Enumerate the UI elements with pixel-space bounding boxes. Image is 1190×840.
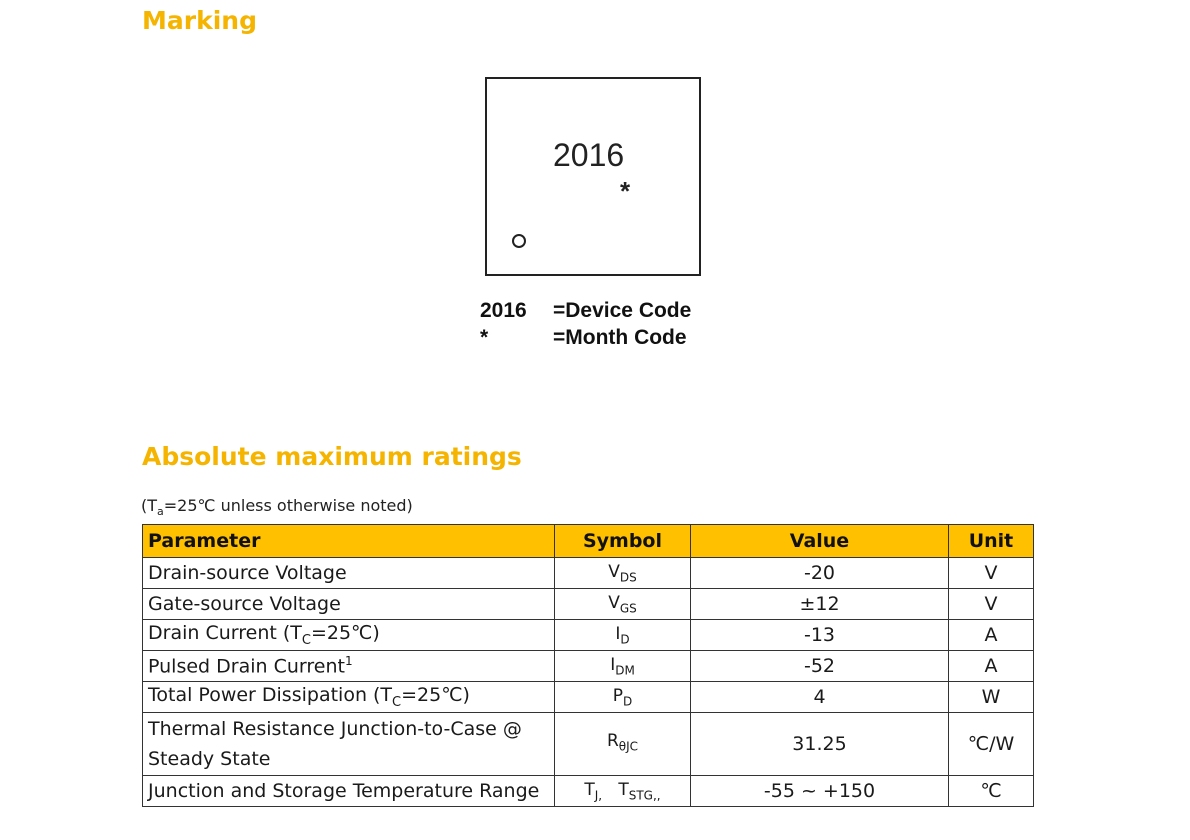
- cell-unit: A: [949, 620, 1034, 651]
- legend-row-device: [480, 297, 691, 324]
- table-row: [143, 620, 1034, 651]
- cell-symbol: $I_{DM}$: [555, 651, 691, 682]
- cell-value: 31.25: [691, 713, 949, 776]
- cell-unit: W: [949, 682, 1034, 713]
- cell-symbol: $T_{J,}$ $T_{STG,,}$: [555, 776, 691, 807]
- header-symbol: Symbol: [555, 525, 691, 558]
- legend-desc: =Device Code: [553, 299, 692, 322]
- table-header-row: [143, 525, 1034, 558]
- marking-heading: Marking: [142, 6, 257, 35]
- pin1-indicator-icon: [512, 234, 526, 248]
- package-marking-diagram: [485, 77, 701, 276]
- cell-unit: ℃/W: [949, 713, 1034, 776]
- cell-parameter: Drain-source Voltage: [143, 558, 555, 589]
- cell-value: -55 ~ +150: [691, 776, 949, 807]
- cell-value: -52: [691, 651, 949, 682]
- legend-key: *: [480, 326, 489, 349]
- header-parameter: Parameter: [143, 525, 555, 558]
- cell-value: -13: [691, 620, 949, 651]
- table-row: [143, 589, 1034, 620]
- legend-desc: =Month Code: [553, 326, 687, 349]
- table-row: [143, 651, 1034, 682]
- cell-unit: V: [949, 558, 1034, 589]
- conditions-note: ($T_a=25℃$ unless otherwise noted): [141, 496, 413, 519]
- cell-symbol: $P_D$: [555, 682, 691, 713]
- month-code-mark: *: [620, 176, 631, 206]
- cell-value: 4: [691, 682, 949, 713]
- header-unit: Unit: [949, 525, 1034, 558]
- cell-parameter: Total Power Dissipation $(T_C=25℃)$: [143, 682, 555, 713]
- cell-value: ±12: [691, 589, 949, 620]
- table-row: [143, 558, 1034, 589]
- cell-unit: V: [949, 589, 1034, 620]
- table-row: [143, 776, 1034, 807]
- marking-legend: [480, 297, 691, 351]
- header-value: Value: [691, 525, 949, 558]
- cell-symbol: $V_{GS}$: [555, 589, 691, 620]
- cell-symbol: $I_D$: [555, 620, 691, 651]
- table-row: [143, 682, 1034, 713]
- legend-row-month: [480, 324, 691, 351]
- cell-parameter: Gate-source Voltage: [143, 589, 555, 620]
- cell-unit: A: [949, 651, 1034, 682]
- cell-unit: ℃: [949, 776, 1034, 807]
- cell-parameter: Thermal Resistance Junction-to-Case @ Steady State: [143, 713, 555, 776]
- ratings-table: [142, 524, 1034, 807]
- ratings-heading: Absolute maximum ratings: [142, 442, 522, 471]
- cell-parameter: Drain Current $(T_C=25℃)$: [143, 620, 555, 651]
- legend-key: 2016: [480, 299, 527, 322]
- cell-parameter: Junction and Storage Temperature Range: [143, 776, 555, 807]
- cell-symbol: $V_{DS}$: [555, 558, 691, 589]
- cell-value: -20: [691, 558, 949, 589]
- cell-symbol: $R_{\theta JC}$: [555, 713, 691, 776]
- table-row: [143, 713, 1034, 776]
- device-code-mark: 2016: [553, 137, 625, 173]
- cell-parameter: Pulsed Drain Current$^1$: [143, 651, 555, 682]
